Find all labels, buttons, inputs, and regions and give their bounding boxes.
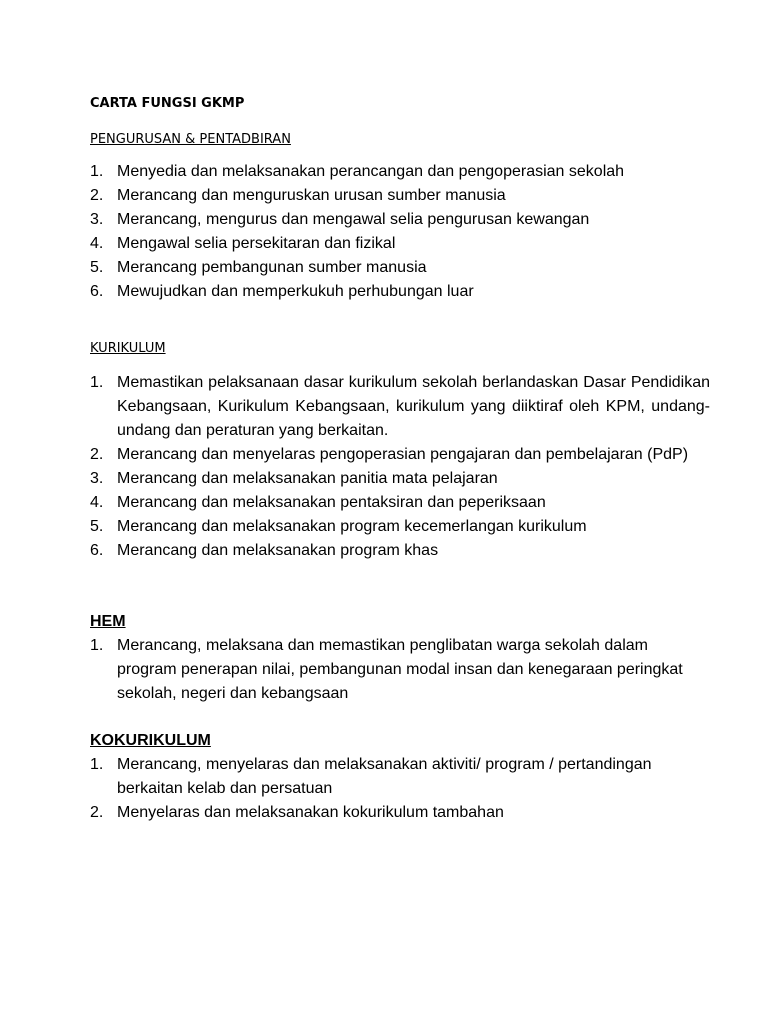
- item-number: 2.: [90, 446, 104, 463]
- list-item: [90, 801, 710, 825]
- list-item: [90, 515, 710, 539]
- list-kokurikulum: [90, 753, 710, 825]
- item-number: 1.: [90, 374, 104, 391]
- list-kurikulum: [90, 371, 710, 563]
- item-text: Menyedia dan melaksanakan perancangan dan pengoperasian sekolah: [117, 163, 625, 180]
- list-item: [90, 371, 710, 443]
- list-item: [90, 160, 710, 184]
- list-item: [90, 539, 710, 563]
- item-number: 6.: [90, 542, 104, 559]
- item-number: 1.: [90, 637, 104, 654]
- list-item: [90, 634, 710, 706]
- item-number: 5.: [90, 259, 104, 276]
- list-item: [90, 467, 710, 491]
- document-title: CARTA FUNGSI GKMP: [90, 96, 245, 111]
- list-item: [90, 443, 710, 467]
- item-text: Merancang dan melaksanakan program kecemerlangan kurikulum: [117, 518, 587, 535]
- item-text: Merancang dan melaksanakan panitia mata pelajaran: [117, 470, 498, 487]
- item-text: Merancang dan menyelaras pengoperasian pengajaran dan pembelajaran (PdP): [117, 446, 689, 463]
- item-number: 2.: [90, 187, 104, 204]
- list-item: [90, 184, 710, 208]
- item-number: 3.: [90, 211, 104, 228]
- item-number: 4.: [90, 235, 104, 252]
- item-text: Merancang dan melaksanakan program khas: [117, 542, 439, 559]
- item-number: 2.: [90, 804, 104, 821]
- section-heading-hem: HEM: [90, 613, 126, 630]
- item-number: 6.: [90, 283, 104, 300]
- item-text: Merancang, menyelaras dan melaksanakan aktiviti/ program / pertandingan berkaitan kelab dan persatuan: [117, 756, 652, 797]
- list-pengurusan: [90, 160, 710, 304]
- list-hem: [90, 634, 710, 706]
- list-item: [90, 208, 710, 232]
- item-text: Mewujudkan dan memperkukuh perhubungan luar: [117, 283, 474, 300]
- section-heading-kurikulum: KURIKULUM: [90, 341, 166, 356]
- item-number: 5.: [90, 518, 104, 535]
- section-heading-pengurusan: PENGURUSAN & PENTADBIRAN: [90, 132, 291, 147]
- item-number: 1.: [90, 163, 104, 180]
- list-item: [90, 232, 710, 256]
- section-heading-kokurikulum: KOKURIKULUM: [90, 732, 211, 749]
- list-item: [90, 256, 710, 280]
- list-item: [90, 280, 710, 304]
- item-text: Merancang, melaksana dan memastikan penglibatan warga sekolah dalam program penerapan nilai, pembangunan modal insan dan kenegaraan peringkat sekolah, negeri dan kebangsaan: [117, 637, 683, 702]
- item-text: Merancang pembangunan sumber manusia: [117, 259, 427, 276]
- item-text: Menyelaras dan melaksanakan kokurikulum tambahan: [117, 804, 504, 821]
- item-text: Merancang dan menguruskan urusan sumber manusia: [117, 187, 506, 204]
- list-item: [90, 491, 710, 515]
- item-text: Merancang, mengurus dan mengawal selia pengurusan kewangan: [117, 211, 590, 228]
- list-item: [90, 753, 710, 801]
- item-number: 3.: [90, 470, 104, 487]
- item-number: 1.: [90, 756, 104, 773]
- item-text: Memastikan pelaksanaan dasar kurikulum sekolah berlandaskan Dasar Pendidikan Kebangsaan, Kurikulum Kebangsaan, kurikulum yang diiktiraf oleh KPM, undang- undang dan peraturan yang berkaitan.: [117, 374, 710, 439]
- item-text: Mengawal selia persekitaran dan fizikal: [117, 235, 396, 252]
- item-text: Merancang dan melaksanakan pentaksiran dan peperiksaan: [117, 494, 546, 511]
- item-number: 4.: [90, 494, 104, 511]
